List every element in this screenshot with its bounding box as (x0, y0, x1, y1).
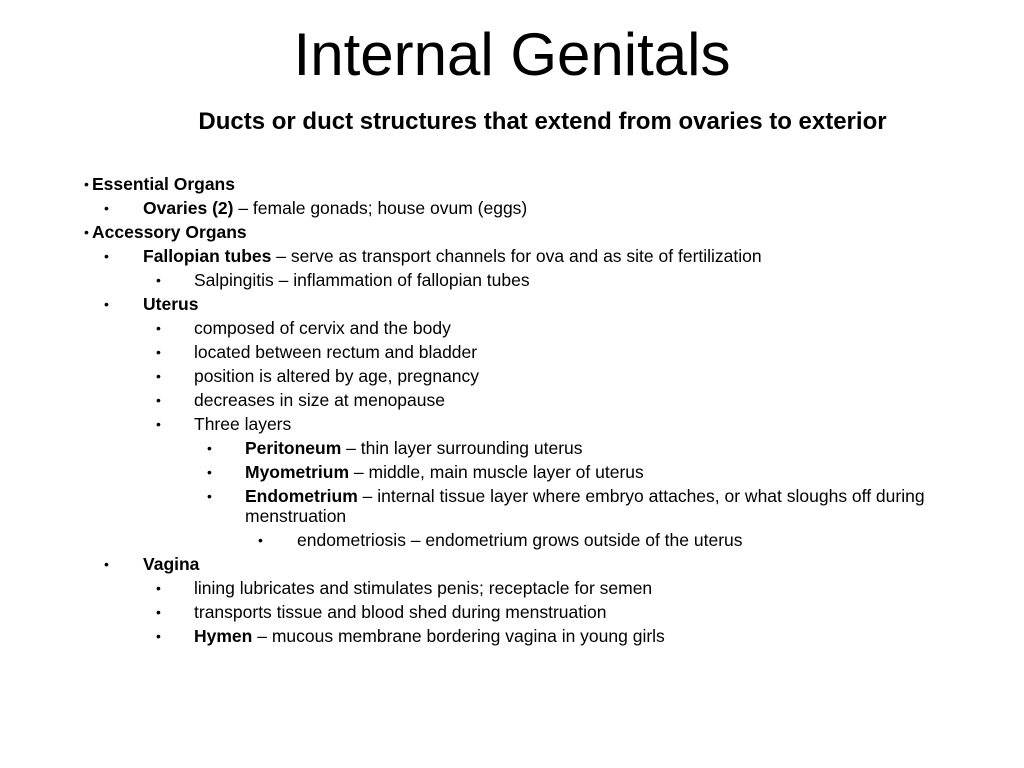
item-term: Endometrium (245, 486, 358, 506)
bullet-icon: • (156, 320, 161, 336)
bullet-icon: • (156, 628, 161, 644)
item-term: Myometrium (245, 462, 350, 482)
list-item-endometriosis (0, 528, 1024, 552)
list-item-three-layers (0, 412, 1024, 436)
bullet-list (0, 172, 1024, 648)
item-text: – mucous membrane bordering vagina in young girls (252, 626, 665, 646)
item-term: Vagina (143, 554, 200, 574)
item-term: Essential Organs (92, 174, 235, 194)
bullet-icon: • (156, 580, 161, 596)
item-text: lining lubricates and stimulates penis; receptacle for semen (194, 578, 653, 598)
list-item-endometrium (0, 484, 1024, 528)
item-text: located between rectum and bladder (194, 342, 478, 362)
list-item-accessory-organs (0, 220, 1024, 244)
list-item-uterus-menopause (0, 388, 1024, 412)
slide-title: Internal Genitals (293, 21, 731, 88)
list-item-myometrium (0, 460, 1024, 484)
item-term: Fallopian tubes (143, 246, 272, 266)
item-text: Three layers (194, 414, 292, 434)
item-text: Salpingitis – inflammation of fallopian tubes (194, 270, 530, 290)
item-text: endometriosis – endometrium grows outside of the uterus (297, 530, 743, 550)
list-item-ovaries (0, 196, 1024, 220)
item-text: – female gonads; house ovum (eggs) (233, 198, 528, 218)
bullet-icon: • (207, 464, 212, 480)
item-term: Hymen (194, 626, 253, 646)
list-item-vagina-lining (0, 576, 1024, 600)
list-item-vagina (0, 552, 1024, 576)
list-item-fallopian-tubes (0, 244, 1024, 268)
list-item-vagina-transport (0, 600, 1024, 624)
list-item-uterus-location (0, 340, 1024, 364)
list-item-uterus (0, 292, 1024, 316)
bullet-icon: • (104, 248, 109, 264)
list-item-peritoneum (0, 436, 1024, 460)
bullet-icon: • (156, 604, 161, 620)
item-text: composed of cervix and the body (194, 318, 451, 338)
list-item-hymen (0, 624, 1024, 648)
bullet-icon: • (104, 296, 109, 312)
item-text: – internal tissue layer where embryo attaches, or what sloughs off during menstruation (245, 486, 925, 526)
item-text: position is altered by age, pregnancy (194, 366, 480, 386)
item-text: – serve as transport channels for ova and as site of fertilization (271, 246, 762, 266)
item-term: Uterus (143, 294, 199, 314)
bullet-icon: • (207, 440, 212, 456)
list-item-uterus-position (0, 364, 1024, 388)
list-item-essential-organs (0, 172, 1024, 196)
bullet-icon: • (84, 224, 89, 240)
bullet-icon: • (156, 368, 161, 384)
list-item-uterus-composition (0, 316, 1024, 340)
item-term: Ovaries (2) (143, 198, 234, 218)
item-term: Accessory Organs (92, 222, 247, 242)
item-text: – thin layer surrounding uterus (341, 438, 583, 458)
item-text: – middle, main muscle layer of uterus (349, 462, 644, 482)
bullet-icon: • (84, 176, 89, 192)
item-text: transports tissue and blood shed during menstruation (194, 602, 607, 622)
bullet-icon: • (104, 556, 109, 572)
item-text: decreases in size at menopause (194, 390, 445, 410)
bullet-icon: • (207, 488, 212, 504)
bullet-icon: • (258, 532, 263, 548)
item-term: Peritoneum (245, 438, 342, 458)
bullet-icon: • (156, 392, 161, 408)
slide-subtitle: Ducts or duct structures that extend from ovaries to exterior (198, 108, 887, 135)
bullet-icon: • (156, 344, 161, 360)
bullet-icon: • (104, 200, 109, 216)
list-item-salpingitis (0, 268, 1024, 292)
bullet-icon: • (156, 272, 161, 288)
bullet-icon: • (156, 416, 161, 432)
